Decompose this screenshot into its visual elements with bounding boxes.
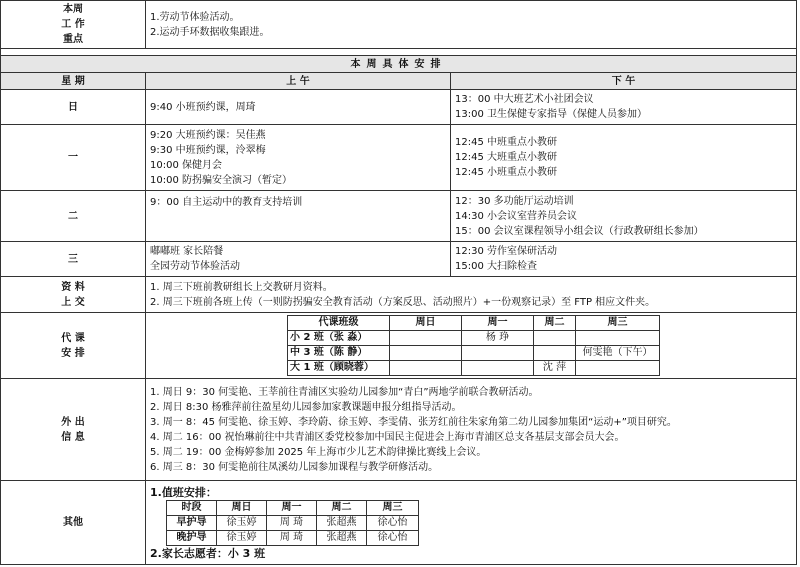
header-cell: 时段 [167,500,217,515]
outing-content [146,379,797,481]
outing-item: 6. 周三 8：30 何雯艳前往凤溪幼儿园参加课程与教学研修活动。 [150,461,439,473]
table-cell [576,361,660,376]
table-cell: 徐玉婷 [217,530,267,545]
materials-content [146,277,797,313]
table-cell: 沈 萍 [534,361,576,376]
outing-row [1,379,797,481]
table-cell [576,331,660,346]
table-cell [462,361,534,376]
morning-cell [146,125,451,191]
col-weekday: 星 期 [1,73,146,90]
outing-item: 4. 周二 16：00 祝怡琳前往中共青浦区委党校参加中国民主促进会上海市青浦区总支各基层支部会员大会。 [150,431,625,443]
table-cell: 徐心怡 [367,530,419,545]
materials-row [1,277,797,313]
event-item: 13：00 中大班艺术小社团会议 [455,94,594,105]
outing-item: 3. 周一 8：45 何雯艳、徐玉婷、李玲蔚、徐玉婷、李雯倩、张芳红前往朱家角第二幼儿园参加集团“运动+”项目研究。 [150,416,677,428]
schedule-title: 本周具体安排 [1,56,797,73]
outing-label-line: 信 息 [61,431,85,443]
duty-table [166,500,419,546]
event-item: 14:30 小会议室营养员会议 [455,210,577,222]
event-item: 12：30 多功能厅运动培训 [455,195,574,207]
focus-item: 2.运动手环数据收集跟进。 [150,26,270,38]
afternoon-cell [451,90,797,125]
afternoon-cell [451,125,797,191]
focus-label [1,1,146,49]
event-item: 9:30 中班预约课，泠翠梅 [150,144,266,156]
table-cell: 张超燕 [317,530,367,545]
event-item: 全园劳动节体验活动 [150,261,240,272]
outing-item: 1. 周日 9：30 何雯艳、王莘前往青浦区实验幼儿园参加“青白”两地学前联合教研活动。 [150,386,539,398]
outing-item: 2. 周日 8:30 杨雅萍前往盈星幼儿园参加家教课题申报分组指导活动。 [150,401,462,413]
class-cell: 中 3 班（陈 静） [288,346,390,361]
substitute-label-line: 代 课 [61,332,85,344]
header-cell: 周一 [462,316,534,331]
substitute-content [146,313,797,379]
duty-table-row [167,515,419,530]
focus-label-line: 重点 [63,34,83,45]
class-cell: 大 1 班（顾晓蓉） [288,361,390,376]
event-item: 12:45 中班重点小教研 [455,137,557,148]
table-cell [534,331,576,346]
table-cell [534,346,576,361]
afternoon-cell [451,191,797,242]
table-cell: 徐玉婷 [217,515,267,530]
header-cell: 周二 [534,316,576,331]
materials-item: 2. 周三下班前各班上传（一则防拐骗安全教育活动（方案反思、活动照片）+一份观察记录）至 FTP 相应文件夹。 [150,296,656,308]
event-item: 12:45 小班重点小教研 [455,167,557,178]
event-item: 10:00 防拐骗安全演习（暂定） [150,174,292,186]
shift-cell: 晚护导 [167,530,217,545]
table-cell [390,331,462,346]
morning-cell [146,191,451,242]
event-item: 13:00 卫生保健专家指导（保健人员参加） [455,109,647,120]
table-cell: 徐心怡 [367,515,419,530]
duty-table-row [167,530,419,545]
table-cell [390,346,462,361]
schedule-row-sunday [1,90,797,125]
table-cell: 周 琦 [267,515,317,530]
schedule-row-wednesday [1,242,797,277]
focus-content [146,1,797,49]
morning-cell [146,90,451,125]
focus-item: 1.劳动节体验活动。 [150,11,240,23]
day-label: 二 [1,191,146,242]
header-cell: 周三 [367,500,419,515]
schedule-row-monday [1,125,797,191]
event-item: 15:00 大扫除检查 [455,261,537,272]
class-cell: 小 2 班（张 淼） [288,331,390,346]
table-cell: 周 琦 [267,530,317,545]
event-item: 9:40 小班预约课，周琦 [150,101,256,113]
event-item: 12:45 大班重点小教研 [455,152,557,163]
table-cell [462,346,534,361]
table-cell: 杨 琤 [462,331,534,346]
focus-label-line: 本周 [63,4,83,15]
outing-label-line: 外 出 [61,416,85,428]
materials-item: 1. 周三下班前教研组长上交教研月资料。 [150,281,333,293]
materials-label [1,277,146,313]
substitute-table [287,315,660,376]
shift-cell: 早护导 [167,515,217,530]
schedule-title-row [1,56,797,73]
substitute-label [1,313,146,379]
event-item: 10:00 保健月会 [150,159,222,171]
header-cell: 周日 [390,316,462,331]
duty-header-row [167,500,419,515]
header-cell: 代课班级 [288,316,390,331]
schedule-header-row [1,73,797,90]
day-label: 日 [1,90,146,125]
others-label: 其他 [1,481,146,565]
table-cell: 张超燕 [317,515,367,530]
outing-label [1,379,146,481]
schedule-row-tuesday [1,191,797,242]
substitute-label-line: 安 排 [61,347,85,359]
volunteer-note: 2.家长志愿者：小 3 班 [150,546,266,560]
substitute-row [1,313,797,379]
others-content [146,481,797,565]
focus-label-line: 工 作 [61,19,85,30]
substitute-header-row [288,316,660,331]
header-cell: 周一 [267,500,317,515]
others-row [1,481,797,565]
event-item: 9:20 大班预约课：吴佳燕 [150,129,266,141]
materials-label-line: 资 料 [61,281,85,293]
outing-item: 5. 周二 19：00 金梅婷参加 2025 年上海市少儿艺术韵律操比赛线上会议。 [150,446,487,458]
event-item: 12:30 劳作室保研活动 [455,246,557,257]
substitute-table-row [288,346,660,361]
morning-cell [146,242,451,277]
table-cell: 何雯艳（下午） [576,346,660,361]
header-cell: 周日 [217,500,267,515]
spacer-row [1,49,797,56]
event-item: 15：00 会议室课程领导小组会议（行政教研组长参加） [455,225,704,237]
event-item: 9：00 自主运动中的教育支持培训 [150,197,303,208]
event-item: 嘟嘟班 家长陪餐 [150,246,224,257]
substitute-table-row [288,361,660,376]
col-morning: 上 午 [146,73,451,90]
day-label: 三 [1,242,146,277]
duty-title: 1.值班安排： [150,485,217,499]
header-cell: 周三 [576,316,660,331]
col-afternoon: 下 午 [451,73,797,90]
table-cell [390,361,462,376]
focus-row [1,1,797,49]
day-label: 一 [1,125,146,191]
afternoon-cell [451,242,797,277]
substitute-table-row [288,331,660,346]
materials-label-line: 上 交 [61,296,85,308]
header-cell: 周二 [317,500,367,515]
